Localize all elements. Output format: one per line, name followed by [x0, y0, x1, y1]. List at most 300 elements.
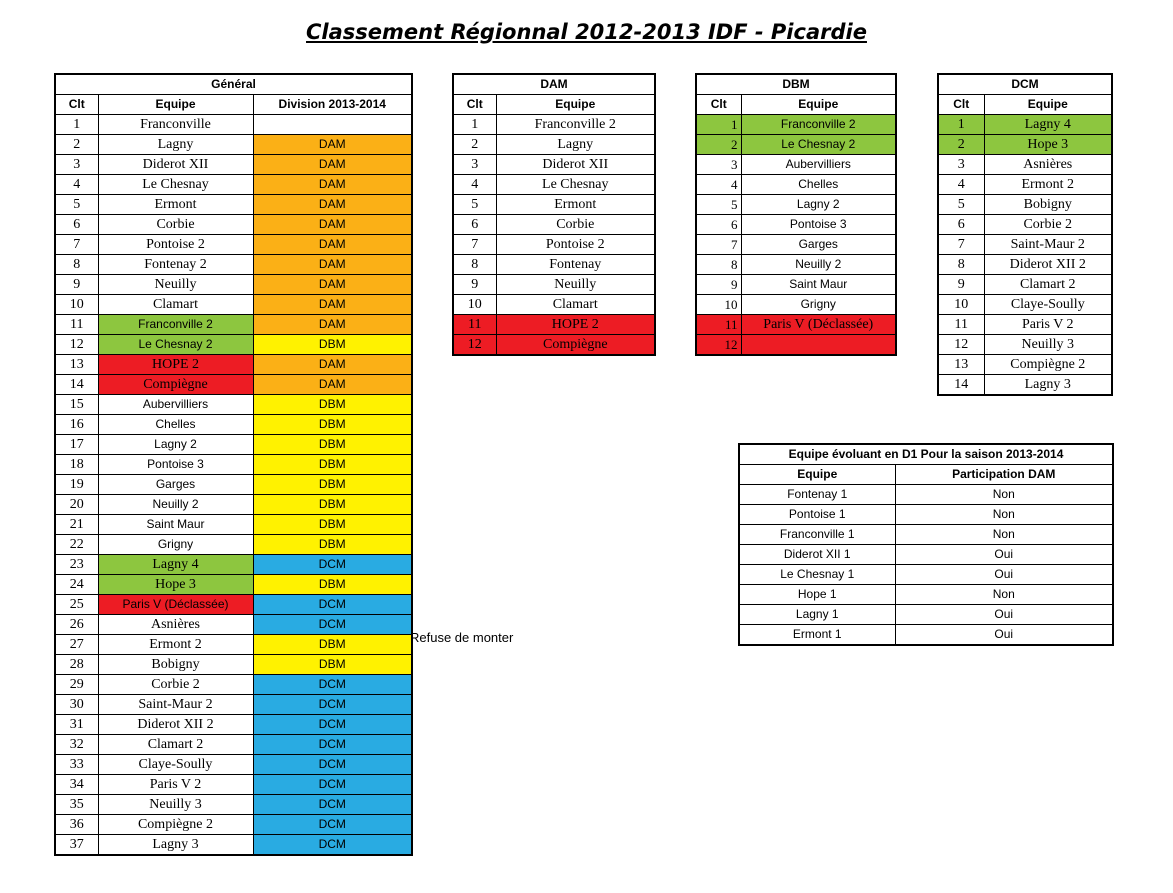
table-row [55, 675, 412, 695]
division-cell: DBM [253, 655, 412, 675]
rank-cell: 27 [55, 635, 98, 655]
table-row [938, 335, 1112, 355]
table-row [55, 135, 412, 155]
team-cell: Le Chesnay 2 [741, 135, 896, 155]
team-cell: Diderot XII 2 [98, 715, 253, 735]
table-row [55, 495, 412, 515]
table-row [55, 735, 412, 755]
team-cell: Fontenay 1 [739, 485, 895, 505]
team-cell: Le Chesnay 1 [739, 565, 895, 585]
participation-cell: Oui [895, 545, 1113, 565]
team-cell: Paris V 2 [984, 315, 1112, 335]
rank-cell: 7 [55, 235, 98, 255]
table-row [453, 115, 655, 135]
team-cell: Lagny 4 [984, 115, 1112, 135]
rank-cell: 9 [938, 275, 984, 295]
team-cell: Lagny 3 [98, 835, 253, 856]
rank-cell: 5 [453, 195, 496, 215]
division-cell: DAM [253, 155, 412, 175]
rank-cell: 13 [938, 355, 984, 375]
division-cell: DCM [253, 595, 412, 615]
team-cell: Corbie 2 [98, 675, 253, 695]
table-row [453, 235, 655, 255]
rank-cell: 6 [55, 215, 98, 235]
division-cell: DCM [253, 755, 412, 775]
team-cell: Neuilly 2 [98, 495, 253, 515]
participation-cell: Non [895, 505, 1113, 525]
division-cell: DBM [253, 535, 412, 555]
table-row [696, 195, 896, 215]
rank-cell: 5 [696, 195, 741, 215]
dcm-ranking-table [937, 73, 1113, 396]
team-cell: Diderot XII [496, 155, 655, 175]
col-header-equipe: Equipe [984, 95, 1112, 115]
table-row [55, 215, 412, 235]
division-cell: DAM [253, 175, 412, 195]
team-cell: Saint Maur [741, 275, 896, 295]
col-header-clt: Clt [453, 95, 496, 115]
table-row [55, 795, 412, 815]
rank-cell: 2 [453, 135, 496, 155]
table-row [938, 295, 1112, 315]
division-cell: DBM [253, 455, 412, 475]
table-row [55, 435, 412, 455]
rank-cell: 15 [55, 395, 98, 415]
team-cell: Clamart 2 [98, 735, 253, 755]
team-cell: Neuilly [98, 275, 253, 295]
team-cell: Asnières [984, 155, 1112, 175]
table-row [55, 615, 412, 635]
table-row [55, 575, 412, 595]
table-row [696, 135, 896, 155]
team-cell: Garges [98, 475, 253, 495]
team-cell: Garges [741, 235, 896, 255]
rank-cell: 31 [55, 715, 98, 735]
rank-cell: 26 [55, 615, 98, 635]
participation-cell: Oui [895, 605, 1113, 625]
team-cell: Saint Maur [98, 515, 253, 535]
division-cell: DAM [253, 295, 412, 315]
team-cell: Ermont 1 [739, 625, 895, 646]
rank-cell: 4 [696, 175, 741, 195]
table-row [938, 355, 1112, 375]
team-cell: Paris V (Déclassée) [98, 595, 253, 615]
division-cell: DCM [253, 815, 412, 835]
table-row [453, 255, 655, 275]
team-cell: Claye-Soully [984, 295, 1112, 315]
team-cell: Pontoise 1 [739, 505, 895, 525]
col-header-clt: Clt [938, 95, 984, 115]
team-cell: Grigny [98, 535, 253, 555]
rank-cell: 10 [696, 295, 741, 315]
refuse-note: Refuse de monter [410, 630, 514, 645]
rank-cell: 7 [696, 235, 741, 255]
team-cell: Diderot XII 1 [739, 545, 895, 565]
col-header-equipe: Equipe [496, 95, 655, 115]
table-row [938, 175, 1112, 195]
team-cell: Ermont [98, 195, 253, 215]
rank-cell: 22 [55, 535, 98, 555]
team-cell: Clamart 2 [984, 275, 1112, 295]
table-row [55, 195, 412, 215]
table-row [453, 315, 655, 335]
team-cell: Ermont 2 [98, 635, 253, 655]
rank-cell: 10 [55, 295, 98, 315]
team-cell: Grigny [741, 295, 896, 315]
page-title: Classement Régionnal 2012-2013 IDF - Picardie [306, 20, 867, 44]
table-row [55, 235, 412, 255]
division-cell: DCM [253, 675, 412, 695]
table-row [696, 255, 896, 275]
col-header-equipe: Equipe [98, 95, 253, 115]
col-header-clt: Clt [55, 95, 98, 115]
rank-cell: 14 [55, 375, 98, 395]
team-cell: Neuilly [496, 275, 655, 295]
team-cell: Lagny [98, 135, 253, 155]
table-row [55, 115, 412, 135]
rank-cell: 1 [453, 115, 496, 135]
division-cell: DBM [253, 435, 412, 455]
team-cell: Corbie 2 [984, 215, 1112, 235]
division-cell: DAM [253, 375, 412, 395]
rank-cell: 11 [453, 315, 496, 335]
division-cell: DAM [253, 235, 412, 255]
team-cell: Ermont 2 [984, 175, 1112, 195]
rank-cell: 4 [938, 175, 984, 195]
table-row [55, 715, 412, 735]
team-cell: Pontoise 2 [98, 235, 253, 255]
team-cell: Lagny [496, 135, 655, 155]
table-row [938, 375, 1112, 396]
team-cell: Compiègne 2 [98, 815, 253, 835]
team-cell: HOPE 2 [98, 355, 253, 375]
table-row [55, 555, 412, 575]
team-cell: Franconville 2 [741, 115, 896, 135]
table-row [55, 455, 412, 475]
table-row [55, 315, 412, 335]
table-row [55, 155, 412, 175]
table-row [739, 565, 1113, 585]
team-cell: Pontoise 2 [496, 235, 655, 255]
table-row [938, 315, 1112, 335]
table-row [696, 235, 896, 255]
team-cell: Chelles [741, 175, 896, 195]
table-row [739, 525, 1113, 545]
dbm-ranking-table [695, 73, 897, 356]
division-cell: DBM [253, 335, 412, 355]
rank-cell: 3 [696, 155, 741, 175]
table-row [453, 295, 655, 315]
rank-cell: 5 [938, 195, 984, 215]
team-cell: Aubervilliers [741, 155, 896, 175]
rank-cell: 7 [938, 235, 984, 255]
team-cell: Aubervilliers [98, 395, 253, 415]
team-cell: Corbie [496, 215, 655, 235]
team-cell: Lagny 1 [739, 605, 895, 625]
rank-cell: 37 [55, 835, 98, 856]
rank-cell: 9 [55, 275, 98, 295]
participation-cell: Non [895, 525, 1113, 545]
table-row [55, 415, 412, 435]
rank-cell: 2 [938, 135, 984, 155]
team-cell: Neuilly 2 [741, 255, 896, 275]
team-cell: Diderot XII [98, 155, 253, 175]
rank-cell: 8 [696, 255, 741, 275]
rank-cell: 34 [55, 775, 98, 795]
table-row [453, 175, 655, 195]
participation-cell: Non [895, 485, 1113, 505]
rank-cell: 20 [55, 495, 98, 515]
rank-cell: 12 [938, 335, 984, 355]
table-row [938, 255, 1112, 275]
table-row [55, 255, 412, 275]
table-row [739, 605, 1113, 625]
division-cell: DAM [253, 315, 412, 335]
team-cell: Saint-Maur 2 [98, 695, 253, 715]
rank-cell: 3 [938, 155, 984, 175]
division-cell: DCM [253, 695, 412, 715]
table-row [696, 175, 896, 195]
table-row [55, 755, 412, 775]
team-cell: Clamart [496, 295, 655, 315]
division-cell: DAM [253, 255, 412, 275]
col-header-equipe: Equipe [741, 95, 896, 115]
team-cell: Lagny 3 [984, 375, 1112, 396]
team-cell: Neuilly 3 [98, 795, 253, 815]
team-cell: Paris V 2 [98, 775, 253, 795]
division-cell: DAM [253, 195, 412, 215]
rank-cell: 11 [696, 315, 741, 335]
team-cell: Le Chesnay [496, 175, 655, 195]
team-cell: Diderot XII 2 [984, 255, 1112, 275]
team-cell: Saint-Maur 2 [984, 235, 1112, 255]
participation-cell: Oui [895, 565, 1113, 585]
table-row [55, 775, 412, 795]
table-row [453, 195, 655, 215]
division-cell: DCM [253, 715, 412, 735]
team-cell: Hope 3 [984, 135, 1112, 155]
d1-teams-table [738, 443, 1114, 646]
division-cell: DAM [253, 275, 412, 295]
rank-cell: 32 [55, 735, 98, 755]
rank-cell: 8 [453, 255, 496, 275]
rank-cell: 29 [55, 675, 98, 695]
table-row [696, 295, 896, 315]
rank-cell: 12 [453, 335, 496, 356]
division-cell [253, 115, 412, 135]
rank-cell: 8 [55, 255, 98, 275]
table-row [938, 115, 1112, 135]
table-row [55, 535, 412, 555]
team-cell: Compiègne [98, 375, 253, 395]
rank-cell: 21 [55, 515, 98, 535]
division-cell: DCM [253, 735, 412, 755]
col-header-clt: Clt [696, 95, 741, 115]
team-cell: Lagny 2 [98, 435, 253, 455]
team-cell: Claye-Soully [98, 755, 253, 775]
table-row [55, 635, 412, 655]
team-cell: Hope 3 [98, 575, 253, 595]
table-row [696, 315, 896, 335]
rank-cell: 10 [938, 295, 984, 315]
table-row [55, 395, 412, 415]
rank-cell: 33 [55, 755, 98, 775]
table-row [55, 815, 412, 835]
team-cell: Franconville [98, 115, 253, 135]
team-cell [741, 335, 896, 356]
table-row [453, 155, 655, 175]
table-row [696, 115, 896, 135]
rank-cell: 13 [55, 355, 98, 375]
rank-cell: 24 [55, 575, 98, 595]
table-row [938, 135, 1112, 155]
team-cell: Le Chesnay [98, 175, 253, 195]
table-row [55, 655, 412, 675]
table-row [453, 275, 655, 295]
table-row [938, 155, 1112, 175]
table-row [55, 275, 412, 295]
table-row [55, 475, 412, 495]
team-cell: Paris V (Déclassée) [741, 315, 896, 335]
team-cell: Ermont [496, 195, 655, 215]
table-row [55, 515, 412, 535]
general-table-title: Général [55, 74, 412, 95]
team-cell: Fontenay [496, 255, 655, 275]
team-cell: Franconville 2 [496, 115, 655, 135]
rank-cell: 25 [55, 595, 98, 615]
rank-cell: 1 [938, 115, 984, 135]
table-row [453, 215, 655, 235]
general-ranking-table [54, 73, 413, 856]
team-cell: Pontoise 3 [741, 215, 896, 235]
rank-cell: 6 [453, 215, 496, 235]
rank-cell: 19 [55, 475, 98, 495]
division-cell: DBM [253, 575, 412, 595]
team-cell: Compiègne 2 [984, 355, 1112, 375]
table-row [453, 135, 655, 155]
team-cell: Pontoise 3 [98, 455, 253, 475]
rank-cell: 14 [938, 375, 984, 396]
rank-cell: 9 [453, 275, 496, 295]
rank-cell: 18 [55, 455, 98, 475]
team-cell: Bobigny [98, 655, 253, 675]
rank-cell: 6 [696, 215, 741, 235]
rank-cell: 12 [696, 335, 741, 356]
rank-cell: 23 [55, 555, 98, 575]
rank-cell: 7 [453, 235, 496, 255]
table-row [55, 335, 412, 355]
table-row [938, 235, 1112, 255]
rank-cell: 2 [696, 135, 741, 155]
table-row [696, 215, 896, 235]
division-cell: DAM [253, 215, 412, 235]
division-cell: DBM [253, 475, 412, 495]
division-cell: DCM [253, 835, 412, 856]
table-row [739, 545, 1113, 565]
division-cell: DCM [253, 775, 412, 795]
team-cell: Fontenay 2 [98, 255, 253, 275]
team-cell: Corbie [98, 215, 253, 235]
table-row [696, 155, 896, 175]
rank-cell: 1 [696, 115, 741, 135]
team-cell: Bobigny [984, 195, 1112, 215]
dam-table-title: DAM [453, 74, 655, 95]
rank-cell: 16 [55, 415, 98, 435]
rank-cell: 3 [55, 155, 98, 175]
rank-cell: 36 [55, 815, 98, 835]
table-row [696, 335, 896, 356]
table-row [55, 175, 412, 195]
table-row [55, 595, 412, 615]
table-row [739, 625, 1113, 646]
team-cell: Clamart [98, 295, 253, 315]
table-row [938, 195, 1112, 215]
col-header-division: Division 2013-2014 [253, 95, 412, 115]
rank-cell: 12 [55, 335, 98, 355]
table-row [55, 835, 412, 856]
table-row [55, 355, 412, 375]
team-cell: Asnières [98, 615, 253, 635]
dam-ranking-table [452, 73, 656, 356]
rank-cell: 9 [696, 275, 741, 295]
table-row [453, 335, 655, 356]
rank-cell: 28 [55, 655, 98, 675]
participation-cell: Non [895, 585, 1113, 605]
rank-cell: 11 [938, 315, 984, 335]
rank-cell: 3 [453, 155, 496, 175]
team-cell: Franconville 1 [739, 525, 895, 545]
team-cell: Le Chesnay 2 [98, 335, 253, 355]
table-row [739, 505, 1113, 525]
rank-cell: 5 [55, 195, 98, 215]
participation-cell: Oui [895, 625, 1113, 646]
table-row [938, 215, 1112, 235]
rank-cell: 4 [55, 175, 98, 195]
rank-cell: 35 [55, 795, 98, 815]
dbm-table-title: DBM [696, 74, 896, 95]
table-row [55, 295, 412, 315]
division-cell: DBM [253, 495, 412, 515]
team-cell: Chelles [98, 415, 253, 435]
col-header-equipe: Equipe [739, 465, 895, 485]
division-cell: DAM [253, 355, 412, 375]
rank-cell: 10 [453, 295, 496, 315]
team-cell: Lagny 4 [98, 555, 253, 575]
team-cell: Lagny 2 [741, 195, 896, 215]
rank-cell: 2 [55, 135, 98, 155]
team-cell: HOPE 2 [496, 315, 655, 335]
division-cell: DCM [253, 615, 412, 635]
dcm-table-title: DCM [938, 74, 1112, 95]
division-cell: DCM [253, 795, 412, 815]
table-row [938, 275, 1112, 295]
rank-cell: 30 [55, 695, 98, 715]
rank-cell: 11 [55, 315, 98, 335]
division-cell: DBM [253, 395, 412, 415]
division-cell: DBM [253, 635, 412, 655]
division-cell: DBM [253, 515, 412, 535]
team-cell: Hope 1 [739, 585, 895, 605]
table-row [739, 485, 1113, 505]
division-cell: DCM [253, 555, 412, 575]
rank-cell: 17 [55, 435, 98, 455]
division-cell: DBM [253, 415, 412, 435]
table-row [55, 375, 412, 395]
rank-cell: 6 [938, 215, 984, 235]
d1-table-title: Equipe évoluant en D1 Pour la saison 2013-2014 [739, 444, 1113, 465]
rank-cell: 1 [55, 115, 98, 135]
rank-cell: 8 [938, 255, 984, 275]
